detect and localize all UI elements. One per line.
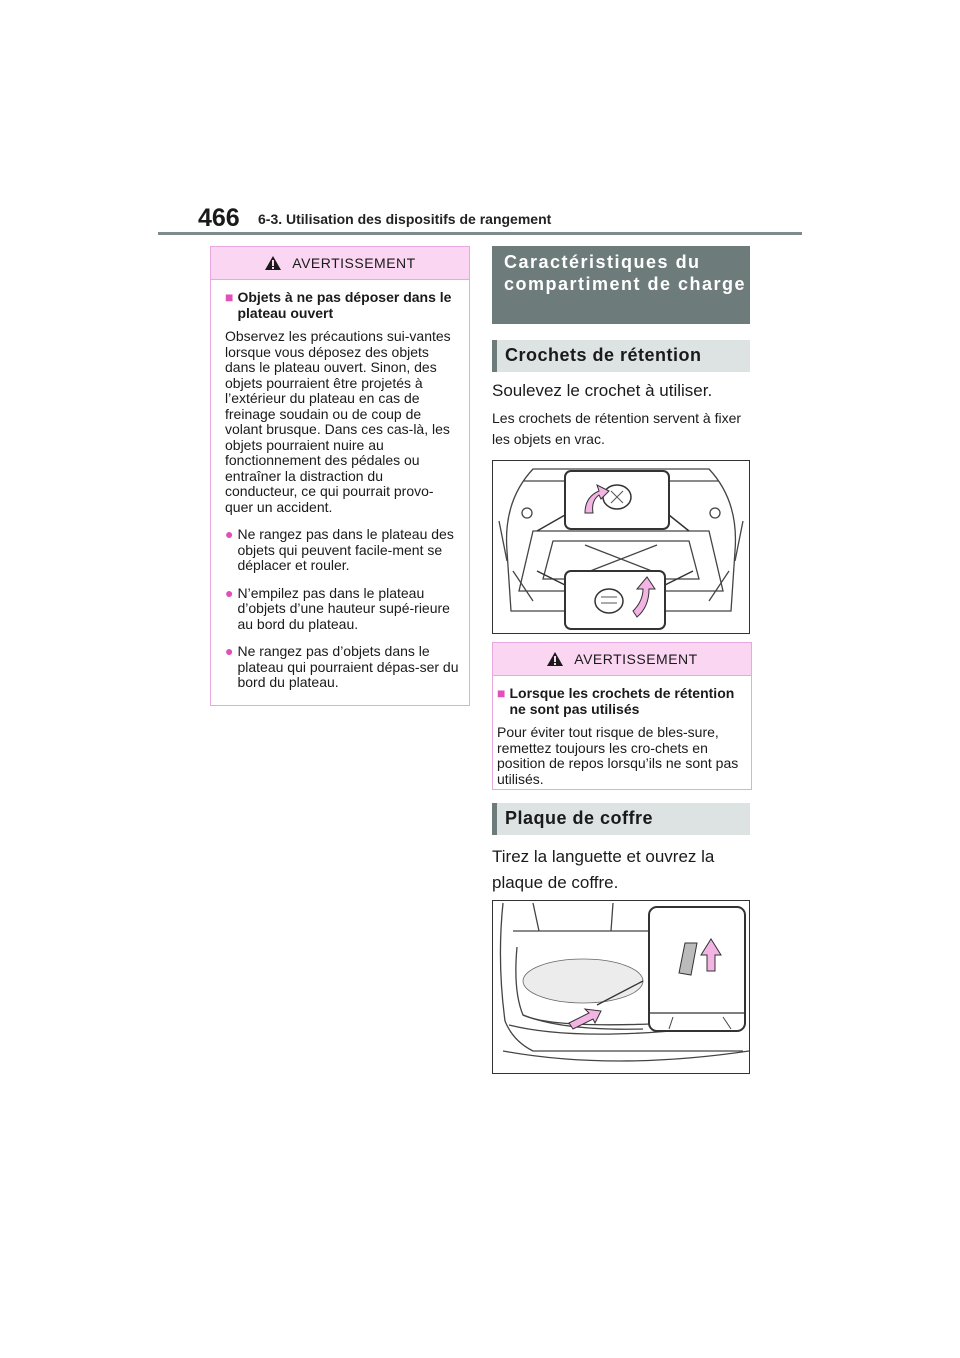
header-rule [158, 232, 802, 235]
warning-label: AVERTISSEMENT [574, 651, 698, 667]
warning-box-hooks [492, 642, 752, 790]
chapter-heading: Caractéristiques du compartiment de charge [492, 246, 750, 324]
subheading-hooks: Crochets de rétention [492, 340, 750, 372]
plate-lead: Tirez la languette et ouvrez la plaque de coffre. [492, 847, 715, 892]
subheading-plate: Plaque de coffre [492, 803, 750, 835]
round-bullet-icon: ● [225, 526, 234, 542]
warning-triangle-icon [264, 255, 282, 271]
plate-illustration [492, 900, 750, 1074]
warning-header [211, 247, 469, 280]
warning-text: Pour éviter tout risque de bles-sure, remettez toujours les cro-chets en position de repos lorsqu’ils ne sont pas utilisés. [497, 724, 739, 787]
warning-label: AVERTISSEMENT [292, 255, 416, 271]
page-header [198, 204, 802, 234]
cargo-plate-drawing [493, 901, 749, 1073]
warning-body [211, 280, 469, 703]
cargo-hooks-drawing [493, 461, 749, 633]
warning-text: Observez les précautions sui-vantes lorsque vous déposez des objets dans le plateau ouvert. Sinon, des objets pourraient être projetés à l’extérieur du plateau en cas de freinage soudain ou de coup de volant brusque. Dans ces cas-là, les objets pourraient nuire au fonctionnement des pédales ou entraîner la distraction du conducteur, ce qui pourrait provo-quer un accident. [225, 328, 451, 515]
warning-triangle-icon [546, 651, 564, 667]
warning-header [493, 643, 751, 676]
warning-body [493, 676, 751, 799]
hooks-note: Les crochets de rétention servent à fixer les objets en vrac. [492, 410, 742, 447]
warning-box-tray [210, 246, 470, 706]
hooks-lead: Soulevez le crochet à utiliser. [492, 381, 713, 400]
round-bullet-icon: ● [225, 643, 234, 659]
warning-bullet: ● N’empilez pas dans le plateau d’objets d’une hauteur supé-rieure au bord du plateau. [225, 584, 450, 632]
round-bullet-icon: ● [225, 584, 234, 601]
square-bullet-icon: ■ [225, 289, 234, 305]
section-title: 6-3. Utilisation des dispositifs de rangement [258, 211, 552, 227]
page-number: 466 [198, 204, 240, 232]
warning-title: ■ Lorsque les crochets de rétention ne sont pas utilisés [497, 685, 735, 717]
hooks-illustration [492, 460, 750, 634]
warning-bullet: ● Ne rangez pas dans le plateau des objets qui peuvent facile-ment se déplacer et rouler. [225, 526, 454, 573]
warning-bullet: ● Ne rangez pas d’objets dans le plateau qui pourraient dépas-ser du bord du plateau. [225, 643, 459, 690]
warning-title: ■ Objets à ne pas déposer dans le plateau ouvert [225, 289, 452, 321]
square-bullet-icon: ■ [497, 685, 506, 701]
